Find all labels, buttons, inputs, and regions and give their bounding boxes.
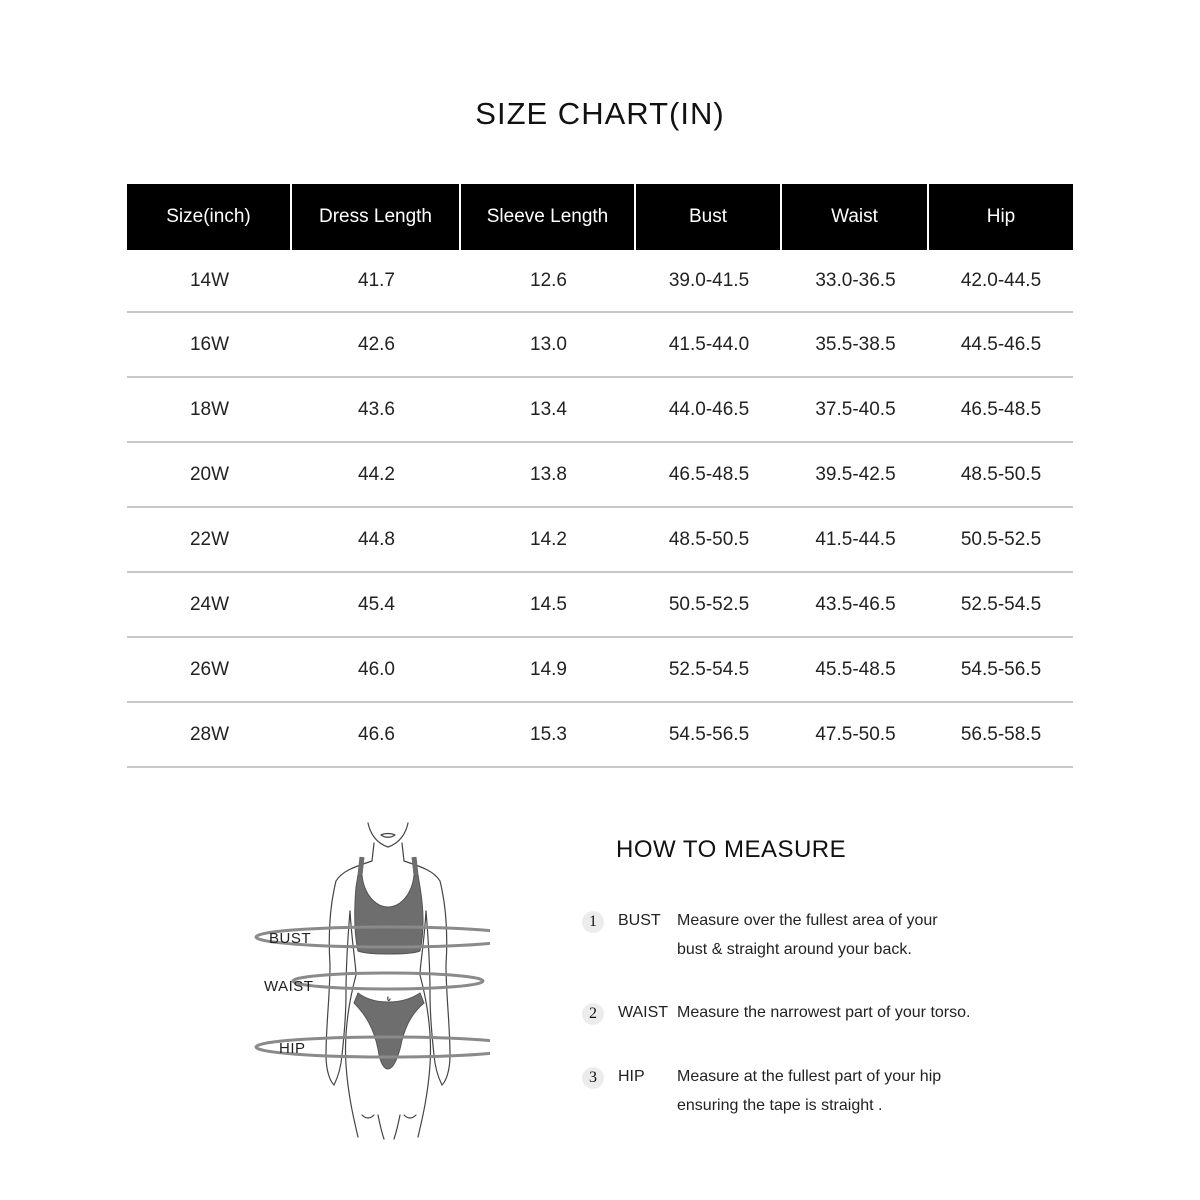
waist-tape <box>293 973 483 989</box>
cell-sleeve-length: 13.4 <box>461 378 636 443</box>
step-description: Measure at the fullest part of your hip <box>677 1068 942 1085</box>
step-label: BUST <box>618 912 661 929</box>
how-to-measure-title: HOW TO MEASURE <box>616 836 847 863</box>
cell-waist: 43.5-46.5 <box>782 573 929 638</box>
cell-dress-length: 45.4 <box>292 573 461 638</box>
table-row <box>127 508 1073 573</box>
cell-bust: 46.5-48.5 <box>636 443 782 508</box>
column-header-sleeve-length: Sleeve Length <box>461 184 636 250</box>
cell-bust: 44.0-46.5 <box>636 378 782 443</box>
table-row <box>127 250 1073 313</box>
cell-dress-length: 42.6 <box>292 313 461 378</box>
cell-size: 26W <box>127 638 292 703</box>
cell-hip: 52.5-54.5 <box>929 573 1073 638</box>
table-row <box>127 378 1073 443</box>
cell-size: 22W <box>127 508 292 573</box>
cell-size: 14W <box>127 250 292 313</box>
cell-hip: 44.5-46.5 <box>929 313 1073 378</box>
cell-size: 20W <box>127 443 292 508</box>
cell-dress-length: 46.0 <box>292 638 461 703</box>
cell-size: 18W <box>127 378 292 443</box>
cell-hip: 56.5-58.5 <box>929 703 1073 768</box>
column-header-hip: Hip <box>929 184 1073 250</box>
cell-bust: 48.5-50.5 <box>636 508 782 573</box>
table-row <box>127 573 1073 638</box>
top-garment-shape <box>355 875 423 954</box>
cell-bust: 50.5-52.5 <box>636 573 782 638</box>
table-row <box>127 703 1073 768</box>
cell-dress-length: 41.7 <box>292 250 461 313</box>
cell-hip: 54.5-56.5 <box>929 638 1073 703</box>
cell-bust: 41.5-44.0 <box>636 313 782 378</box>
table-row <box>127 313 1073 378</box>
cell-waist: 37.5-40.5 <box>782 378 929 443</box>
cell-waist: 39.5-42.5 <box>782 443 929 508</box>
cell-waist: 33.0-36.5 <box>782 250 929 313</box>
cell-waist: 41.5-44.5 <box>782 508 929 573</box>
cell-hip: 50.5-52.5 <box>929 508 1073 573</box>
cell-bust: 54.5-56.5 <box>636 703 782 768</box>
cell-dress-length: 44.8 <box>292 508 461 573</box>
cell-waist: 45.5-48.5 <box>782 638 929 703</box>
cell-sleeve-length: 13.8 <box>461 443 636 508</box>
step-description-continued: ensuring the tape is straight . <box>677 1097 883 1114</box>
cell-waist: 35.5-38.5 <box>782 313 929 378</box>
cell-hip: 48.5-50.5 <box>929 443 1073 508</box>
cell-dress-length: 43.6 <box>292 378 461 443</box>
cell-hip: 42.0-44.5 <box>929 250 1073 313</box>
cell-sleeve-length: 14.9 <box>461 638 636 703</box>
column-header-bust: Bust <box>636 184 782 250</box>
cell-size: 28W <box>127 703 292 768</box>
cell-waist: 47.5-50.5 <box>782 703 929 768</box>
step-label: HIP <box>618 1068 645 1085</box>
column-header-dress-length: Dress Length <box>292 184 461 250</box>
step-number: 3 <box>582 1067 604 1089</box>
step-description-continued: bust & straight around your back. <box>677 941 912 958</box>
cell-dress-length: 46.6 <box>292 703 461 768</box>
cell-sleeve-length: 13.0 <box>461 313 636 378</box>
step-label: WAIST <box>618 1004 669 1021</box>
column-header-size: Size(inch) <box>127 184 292 250</box>
step-description: Measure over the fullest area of your <box>677 912 938 929</box>
table-header-row <box>127 184 1073 250</box>
hip-label: HIP <box>279 1040 306 1057</box>
cell-hip: 46.5-48.5 <box>929 378 1073 443</box>
cell-size: 16W <box>127 313 292 378</box>
step-number: 1 <box>582 911 604 933</box>
step-number: 2 <box>582 1003 604 1025</box>
table-row <box>127 443 1073 508</box>
step-description: Measure the narrowest part of your torso. <box>677 1004 971 1021</box>
size-chart-table <box>127 184 1073 768</box>
cell-sleeve-length: 14.2 <box>461 508 636 573</box>
bust-label: BUST <box>269 930 312 947</box>
cell-bust: 39.0-41.5 <box>636 250 782 313</box>
cell-sleeve-length: 12.6 <box>461 250 636 313</box>
cell-size: 24W <box>127 573 292 638</box>
cell-bust: 52.5-54.5 <box>636 638 782 703</box>
cell-dress-length: 44.2 <box>292 443 461 508</box>
page-title: SIZE CHART(IN) <box>475 96 725 131</box>
waist-label: WAIST <box>264 978 314 995</box>
cell-sleeve-length: 14.5 <box>461 573 636 638</box>
column-header-waist: Waist <box>782 184 929 250</box>
cell-sleeve-length: 15.3 <box>461 703 636 768</box>
table-row <box>127 638 1073 703</box>
